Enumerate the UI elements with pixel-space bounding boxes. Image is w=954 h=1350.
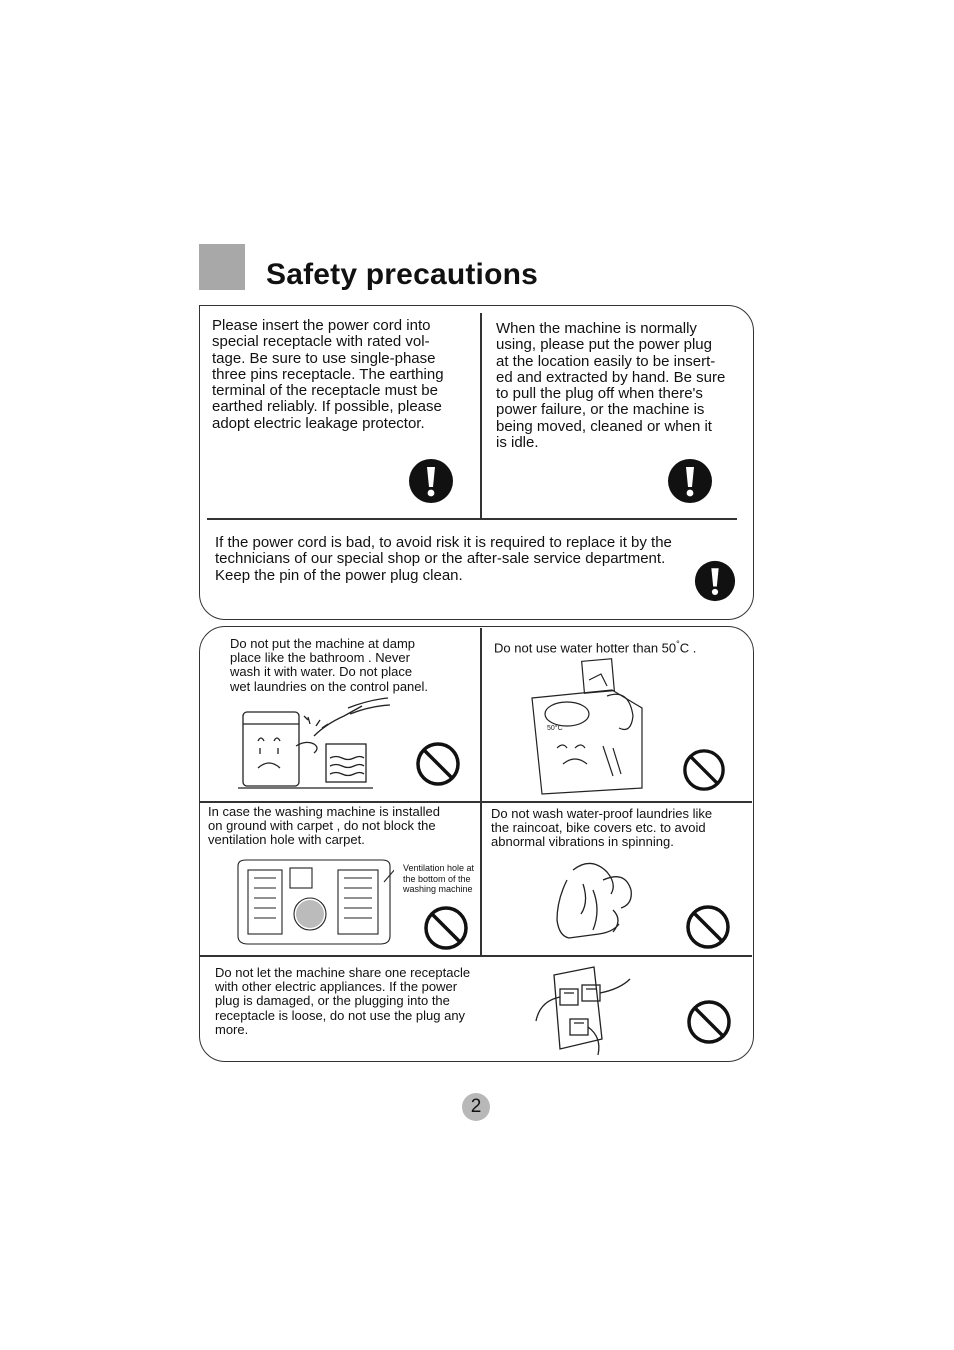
divider — [207, 518, 737, 520]
section-marker — [199, 244, 245, 290]
damp-place-warning: Do not put the machine at damp place like the bathroom . Never wash it with water. Do not place wet laundries on the control panel. — [230, 636, 429, 694]
page-number: 2 — [462, 1093, 490, 1121]
shared-receptacle-warning: Do not let the machine share one receptacle with other electric appliances. If the power plug is damaged, or the plugging into the receptacle is loose, do not use the plug any more. — [215, 965, 471, 1037]
power-cord-replacement-instruction: If the power cord is bad, to avoid risk it is required to replace it by the technicians of our special shop or the after-sale service department. Keep the pin of the power plug clean. — [215, 534, 672, 584]
exclamation-icon — [694, 560, 736, 602]
divider — [200, 801, 752, 803]
exclamation-icon — [408, 458, 454, 504]
prohibited-icon — [423, 905, 469, 951]
power-socket-illustration — [532, 965, 637, 1057]
prohibited-icon — [415, 741, 461, 787]
divider — [480, 628, 482, 955]
raincoat-illustration — [553, 860, 638, 940]
divider — [200, 955, 752, 957]
waterproof-laundry-warning: Do not wash water-proof laundries like the raincoat, bike covers etc. to avoid abnormal vibrations in spinning. — [491, 806, 713, 850]
carpet-warning: In case the washing machine is installed on ground with carpet , do not block the ventilation hole with carpet. — [208, 804, 440, 848]
machine-bottom-illustration — [234, 858, 394, 948]
hot-water-warning: Do not use water hotter than 50°C . — [494, 639, 697, 656]
prohibited-icon — [686, 999, 732, 1045]
page-title: Safety precautions — [266, 258, 539, 291]
prohibited-icon — [682, 748, 726, 792]
wet-machine-illustration — [238, 696, 403, 791]
ventilation-hole-label: Ventilation hole at the bottom of the washing machine — [403, 863, 475, 894]
divider — [480, 313, 482, 519]
power-plug-instruction: When the machine is normally using, please put the power plug at the location easily to be insert- ed and extracted by hand. Be sure to pull the plug off when there's power failure, or the machine is being moved, cleaned or when it is idle. — [496, 320, 726, 452]
prohibited-icon — [685, 904, 731, 950]
temperature-label: 50°C — [547, 725, 563, 732]
hot-water-illustration — [527, 656, 647, 796]
exclamation-icon — [667, 458, 713, 504]
power-cord-instruction: Please insert the power cord into special receptacle with rated vol- tage. Be sure to use single-phase three pins receptacle. The earthing terminal of the receptacle must be earthed reliably. If possible, please adopt electric leakage protector. — [212, 317, 444, 432]
